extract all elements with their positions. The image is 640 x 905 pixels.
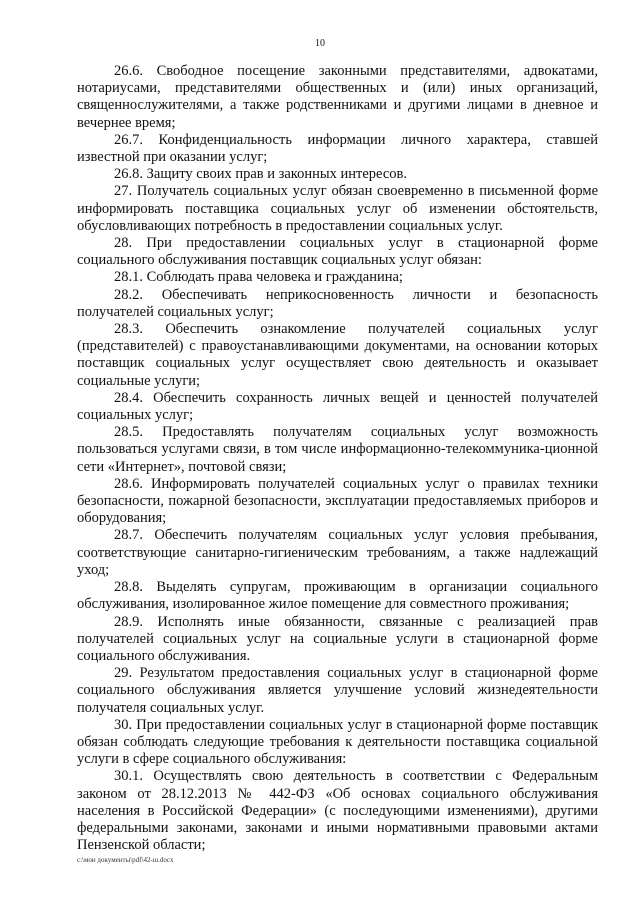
paragraph-28-7: 28.7. Обеспечить получателям социальных услуг условия пребывания, соответствующие санитарно-гигиеническим требованиям, а также надлежащий уход;	[77, 527, 598, 578]
paragraph-28-9: 28.9. Исполнять иные обязанности, связанные с реализацией прав получателей социальных услуг на социальные услуги в стационарной форме социального обслуживания.	[77, 613, 598, 664]
paragraph-28-2: 28.2. Обеспечивать неприкосновенность личности и безопасность получателей социальных услуг;	[77, 286, 598, 320]
paragraph-28-3: 28.3. Обеспечить ознакомление получателей социальных услуг (представителей) с правоустанавливающими документами, на основании которых поставщик социальных услуг осуществляет свою деятельность и оказывает социальные услуги;	[77, 321, 598, 389]
paragraph-28-6: 28.6. Информировать получателей социальных услуг о правилах техники безопасности, пожарной безопасности, эксплуатации предоставляемых приборов и оборудования;	[77, 475, 598, 527]
paragraph-26-6: 26.6. Свободное посещение законными представителями, адвокатами, нотариусами, представителями общественных и (или) иных организаций, священнослужителями, а также родственниками и другими лицами в дневное и вечернее время;	[77, 63, 598, 131]
paragraph-30: 30. При предоставлении социальных услуг в стационарной форме поставщик обязан соблюдать следующие требования к деятельности поставщика социальной услуги в сфере социального обслуживания:	[77, 716, 598, 768]
paragraph-28-8: 28.8. Выделять супругам, проживающим в организации социального обслуживания, изолированное жилое помещение для совместного проживания;	[77, 579, 598, 613]
footer-file-path: c:\мои документы\pdf\42-ш.docx	[77, 856, 174, 864]
paragraph-26-7: 26.7. Конфиденциальность информации личного характера, ставшей известной при оказании услуг;	[77, 131, 598, 166]
paragraph-28: 28. При предоставлении социальных услуг в стационарной форме социального обслуживания поставщик социальных услуг обязан:	[77, 235, 598, 269]
paragraph-27: 27. Получатель социальных услуг обязан своевременно в письменной форме информировать поставщика социальных услуг об изменении обстоятельств, обусловливающих потребность в предоставлении социальных услуг.	[77, 183, 598, 234]
paragraph-26-8: 26.8. Защиту своих прав и законных интересов.	[114, 166, 407, 183]
paragraph-28-5: 28.5. Предоставлять получателям социальных услуг возможность пользоваться услугами связи, в том числе информационно-телекоммуника-ционной сети «Интернет», почтовой связи;	[77, 424, 598, 475]
document-body	[77, 63, 598, 854]
paragraph-28-1: 28.1. Соблюдать права человека и гражданина;	[114, 269, 403, 286]
paragraph-30-1: 30.1. Осуществлять свою деятельность в соответствии с Федеральным законом от 28.12.2013 № 442-ФЗ «Об основах социального обслуживания населения в Российской Федерации» (с последующими изменениями), другими федеральными законами, законами и иными нормативными правовыми актами Пензенской области;	[77, 768, 598, 854]
paragraph-28-4: 28.4. Обеспечить сохранность личных вещей и ценностей получателей социальных услуг;	[77, 389, 598, 424]
page-number: 10	[315, 38, 325, 49]
paragraph-29: 29. Результатом предоставления социальных услуг в стационарной форме социального обслуживания является улучшение условий жизнедеятельности получателя социальных услуг.	[77, 665, 598, 716]
